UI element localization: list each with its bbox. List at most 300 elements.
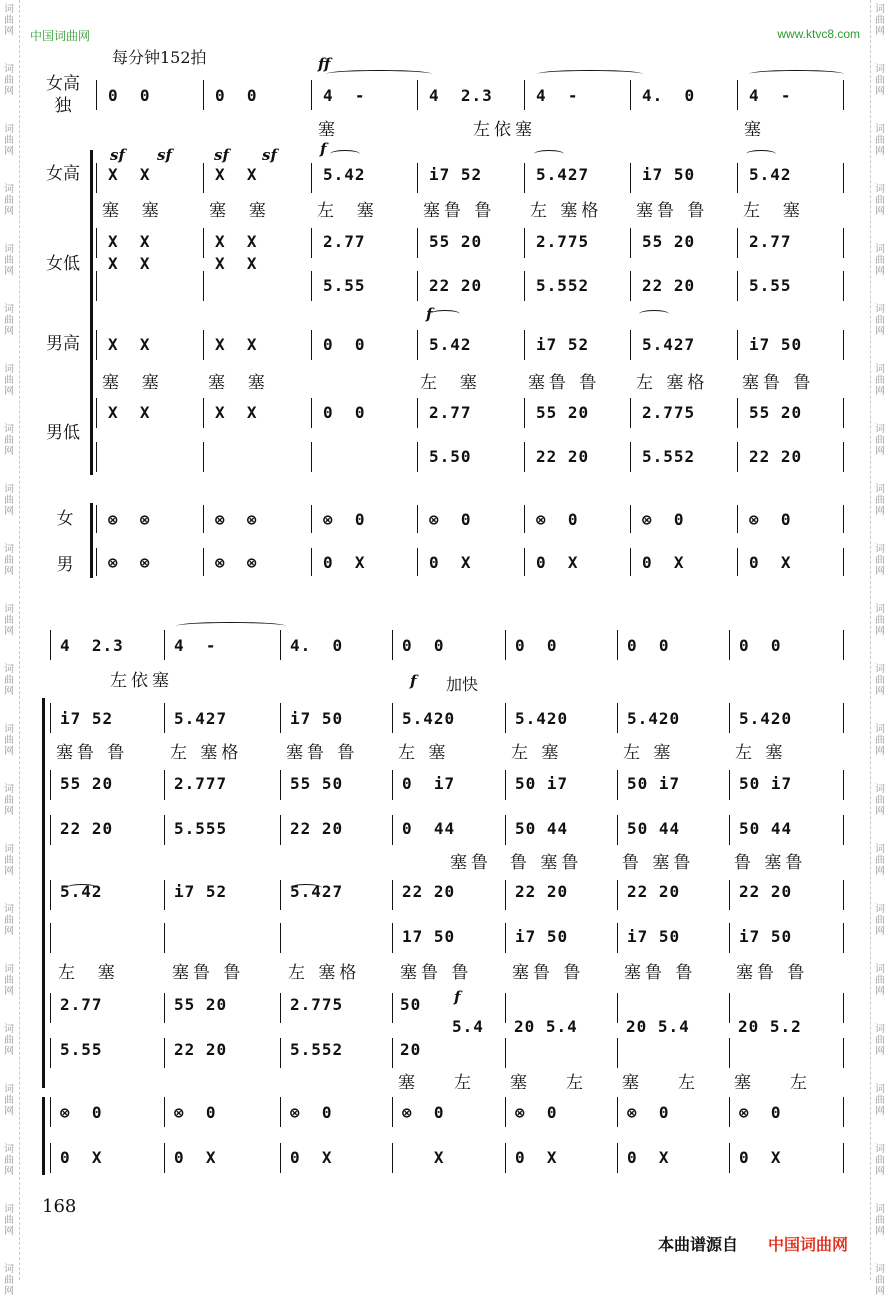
barline bbox=[630, 442, 631, 472]
bass-notes-upper: 0 0 bbox=[323, 403, 366, 422]
barline bbox=[164, 993, 165, 1023]
perc-male-notes: 0 X bbox=[642, 553, 685, 572]
bass-lyrics: 左 bbox=[454, 1073, 475, 1093]
barline bbox=[617, 1097, 618, 1127]
barline bbox=[737, 271, 738, 301]
tempo-change-faster: 加快 bbox=[446, 675, 479, 694]
barline bbox=[630, 548, 631, 576]
alto-notes-lower: 5.55 bbox=[749, 276, 792, 295]
solo-notes: 4 - bbox=[174, 636, 217, 655]
tenor-lyrics: 塞鲁 鲁 bbox=[512, 963, 585, 983]
margin-watermark: 词 曲 网 bbox=[4, 304, 14, 337]
bass-notes-upper: 55 20 bbox=[749, 403, 803, 422]
barline bbox=[737, 330, 738, 360]
perc-male-notes: 0 X bbox=[60, 1148, 103, 1167]
barline bbox=[417, 271, 418, 301]
soprano-notes: 5.427 bbox=[174, 709, 228, 728]
perc-female-notes: ⊗ ⊗ bbox=[215, 510, 258, 529]
tenor-lyrics: 左 塞格 bbox=[636, 373, 709, 393]
barline bbox=[843, 228, 844, 258]
soprano-lyrics: 左 塞格 bbox=[170, 743, 243, 763]
barline bbox=[203, 398, 204, 428]
barline bbox=[843, 163, 844, 193]
bass-notes-upper: 5.4 bbox=[452, 1017, 484, 1036]
alto-notes-lower: X X bbox=[108, 254, 151, 273]
barline bbox=[617, 703, 618, 733]
alto-notes-upper: 55 20 bbox=[642, 232, 696, 251]
alto-lyrics: 鲁 塞鲁 bbox=[734, 853, 807, 873]
tenor-lyrics: 塞 塞 bbox=[208, 373, 269, 393]
barline bbox=[843, 1097, 844, 1127]
soprano-lyrics: 左 塞 bbox=[735, 743, 787, 763]
alto-notes-lower: 5.552 bbox=[536, 276, 590, 295]
perc-male-notes: 0 X bbox=[429, 553, 472, 572]
barline bbox=[505, 1097, 506, 1127]
slur bbox=[290, 884, 322, 892]
barline bbox=[392, 815, 393, 845]
tenor-notes-lower: i7 50 bbox=[627, 927, 681, 946]
barline bbox=[843, 770, 844, 800]
tenor-lyrics: 塞鲁 鲁 bbox=[172, 963, 245, 983]
barline bbox=[524, 271, 525, 301]
solo-lyrics: 塞 bbox=[744, 120, 765, 140]
barline bbox=[630, 330, 631, 360]
tenor-notes: 0 0 bbox=[323, 335, 366, 354]
margin-watermark: 词 曲 网 bbox=[875, 724, 885, 757]
margin-watermark: 词 曲 网 bbox=[875, 424, 885, 457]
barline bbox=[50, 923, 51, 953]
barline bbox=[203, 548, 204, 576]
soprano-lyrics: 左 塞格 bbox=[530, 201, 603, 221]
part-label-perc-male: 男 bbox=[56, 555, 74, 575]
slur bbox=[430, 310, 460, 318]
margin-watermark: 词 曲 网 bbox=[4, 1084, 14, 1117]
barline bbox=[392, 630, 393, 660]
barline bbox=[311, 505, 312, 533]
margin-watermark: 词 曲 网 bbox=[4, 484, 14, 517]
margin-watermark: 词 曲 网 bbox=[875, 364, 885, 397]
perc-female-notes: ⊗ 0 bbox=[642, 510, 685, 529]
bass-notes-lower: 22 20 bbox=[174, 1040, 228, 1059]
alto-notes-upper: 50 i7 bbox=[627, 774, 681, 793]
soprano-notes: 5.42 bbox=[749, 165, 792, 184]
soprano-lyrics: 左 塞 bbox=[511, 743, 563, 763]
perc-female-notes: ⊗ 0 bbox=[60, 1103, 103, 1122]
perc-male-notes: 0 X bbox=[323, 553, 366, 572]
alto-lyrics: 鲁 塞鲁 bbox=[510, 853, 583, 873]
margin-watermark: 词 曲 网 bbox=[4, 1024, 14, 1057]
barline bbox=[417, 398, 418, 428]
margin-watermark: 词 曲 网 bbox=[875, 544, 885, 577]
barline bbox=[311, 228, 312, 258]
barline bbox=[737, 228, 738, 258]
part-label-solo: 女高 独 bbox=[46, 74, 80, 116]
barline bbox=[164, 1038, 165, 1068]
barline bbox=[630, 271, 631, 301]
choir-bracket-1 bbox=[90, 150, 93, 475]
bass-notes-upper: 55 20 bbox=[536, 403, 590, 422]
margin-watermark: 词 曲 网 bbox=[4, 604, 14, 637]
alto-notes-lower: X X bbox=[215, 254, 258, 273]
barline bbox=[617, 923, 618, 953]
barline bbox=[843, 505, 844, 533]
perc-female-notes: ⊗ 0 bbox=[174, 1103, 217, 1122]
barline bbox=[843, 330, 844, 360]
soprano-notes: i7 52 bbox=[429, 165, 483, 184]
soprano-lyrics: 塞 塞 bbox=[102, 201, 163, 221]
barline bbox=[280, 1097, 281, 1127]
perc-male-notes: 0 X bbox=[290, 1148, 333, 1167]
alto-notes-upper: 55 20 bbox=[60, 774, 114, 793]
soprano-notes: 5.420 bbox=[739, 709, 793, 728]
barline bbox=[280, 1143, 281, 1173]
barline bbox=[417, 163, 418, 193]
margin-watermark: 词 曲 网 bbox=[4, 544, 14, 577]
barline bbox=[203, 271, 204, 301]
tenor-lyrics: 塞 塞 bbox=[102, 373, 163, 393]
barline bbox=[729, 703, 730, 733]
barline bbox=[417, 228, 418, 258]
tenor-notes-upper: 5.427 bbox=[290, 882, 344, 901]
perc-male-notes: X bbox=[402, 1148, 445, 1167]
barline bbox=[164, 923, 165, 953]
bass-notes-lower: 5.50 bbox=[429, 447, 472, 466]
bass-notes-lower: 22 20 bbox=[536, 447, 590, 466]
soprano-lyrics: 左 塞 bbox=[623, 743, 675, 763]
barline bbox=[524, 163, 525, 193]
slur bbox=[749, 70, 844, 78]
margin-watermark: 词 曲 网 bbox=[4, 424, 14, 457]
solo-notes: 4 - bbox=[749, 86, 792, 105]
slur bbox=[534, 150, 564, 158]
barline bbox=[617, 993, 618, 1023]
bass-notes-upper: X X bbox=[215, 403, 258, 422]
barline bbox=[617, 815, 618, 845]
solo-notes: 0 0 bbox=[402, 636, 445, 655]
part-label-perc-female: 女 bbox=[56, 509, 74, 529]
bass-lyrics: 左 bbox=[790, 1073, 811, 1093]
alto-notes-lower: 0 44 bbox=[402, 819, 456, 838]
barline bbox=[617, 1143, 618, 1173]
alto-notes-upper: X X bbox=[215, 232, 258, 251]
part-label-soprano: 女高 bbox=[46, 164, 80, 184]
barline bbox=[164, 1097, 165, 1127]
dynamic-f-sop: f bbox=[320, 140, 327, 158]
bass-notes-lower: 5.55 bbox=[60, 1040, 103, 1059]
barline bbox=[311, 330, 312, 360]
slur bbox=[537, 70, 643, 78]
bass-notes-upper: 2.77 bbox=[60, 995, 103, 1014]
dynamic-f-ten: f bbox=[426, 305, 433, 323]
barline bbox=[50, 815, 51, 845]
alto-notes-upper: 55 20 bbox=[429, 232, 483, 251]
perc-female-notes: ⊗ ⊗ bbox=[108, 510, 151, 529]
header-site-url[interactable]: www.ktvc8.com bbox=[777, 27, 860, 41]
soprano-lyrics: 塞 塞 bbox=[209, 201, 270, 221]
perc-male-notes: 0 X bbox=[749, 553, 792, 572]
margin-watermark: 词 曲 网 bbox=[4, 664, 14, 697]
perc-male-notes: ⊗ ⊗ bbox=[108, 553, 151, 572]
barline bbox=[505, 1143, 506, 1173]
barline bbox=[203, 80, 204, 110]
perc-female-notes: ⊗ 0 bbox=[429, 510, 472, 529]
tenor-lyrics: 塞鲁 鲁 bbox=[624, 963, 697, 983]
solo-lyrics: 塞 bbox=[318, 120, 339, 140]
barline bbox=[50, 993, 51, 1023]
soprano-notes: 5.420 bbox=[515, 709, 569, 728]
barline bbox=[96, 505, 97, 533]
solo-notes: 4 2.3 bbox=[429, 86, 493, 105]
tenor-lyrics: 左 塞 bbox=[58, 963, 119, 983]
barline bbox=[50, 1038, 51, 1068]
barline bbox=[96, 442, 97, 472]
tenor-notes: 5.427 bbox=[642, 335, 696, 354]
soprano-notes: 5.42 bbox=[323, 165, 366, 184]
barline bbox=[203, 330, 204, 360]
barline bbox=[843, 703, 844, 733]
barline bbox=[524, 505, 525, 533]
solo-notes: 0 0 bbox=[108, 86, 151, 105]
tenor-notes: 5.42 bbox=[429, 335, 472, 354]
barline bbox=[280, 880, 281, 910]
barline bbox=[729, 770, 730, 800]
soprano-notes: i7 50 bbox=[642, 165, 696, 184]
barline bbox=[524, 228, 525, 258]
alto-notes-lower: 22 20 bbox=[290, 819, 344, 838]
bass-notes-upper: 20 5.4 bbox=[626, 1017, 690, 1036]
bass-lyrics: 塞 bbox=[622, 1073, 643, 1093]
barline bbox=[50, 703, 51, 733]
tenor-notes-lower: i7 50 bbox=[739, 927, 793, 946]
margin-watermark: 词 曲 网 bbox=[875, 1264, 885, 1297]
barline bbox=[96, 330, 97, 360]
barline bbox=[280, 630, 281, 660]
perc-female-notes: ⊗ 0 bbox=[323, 510, 366, 529]
soprano-notes: i7 52 bbox=[60, 709, 114, 728]
margin-watermark: 词 曲 网 bbox=[875, 1204, 885, 1237]
alto-notes-upper: 55 50 bbox=[290, 774, 344, 793]
dynamic-sf-4: sf bbox=[262, 146, 277, 164]
bass-notes-upper: 55 20 bbox=[174, 995, 228, 1014]
bass-lyrics: 左 bbox=[566, 1073, 587, 1093]
margin-watermark: 词 曲 网 bbox=[875, 304, 885, 337]
barline bbox=[729, 1097, 730, 1127]
margin-watermark: 词 曲 网 bbox=[4, 1264, 14, 1297]
barline bbox=[164, 770, 165, 800]
choir-bracket-2 bbox=[42, 698, 45, 1088]
tenor-lyrics: 塞鲁 鲁 bbox=[736, 963, 809, 983]
barline bbox=[524, 398, 525, 428]
soprano-notes: 5.427 bbox=[536, 165, 590, 184]
barline bbox=[203, 505, 204, 533]
tenor-lyrics: 左 塞 bbox=[420, 373, 481, 393]
barline bbox=[392, 1038, 393, 1068]
barline bbox=[729, 815, 730, 845]
margin-watermark: 词 曲 网 bbox=[4, 724, 14, 757]
perc-female-notes: ⊗ 0 bbox=[536, 510, 579, 529]
margin-watermark: 词 曲 网 bbox=[4, 1204, 14, 1237]
soprano-lyrics: 塞鲁 鲁 bbox=[423, 201, 496, 221]
barline bbox=[417, 330, 418, 360]
alto-notes-upper: 2.775 bbox=[536, 232, 590, 251]
barline bbox=[164, 630, 165, 660]
alto-notes-lower: 50 44 bbox=[739, 819, 793, 838]
solo-notes: 4. 0 bbox=[642, 86, 696, 105]
margin-watermark: 词 曲 网 bbox=[4, 904, 14, 937]
tempo-marking: 每分钟152拍 bbox=[112, 48, 207, 67]
perc-female-notes: ⊗ 0 bbox=[739, 1103, 782, 1122]
barline bbox=[843, 398, 844, 428]
solo-notes: 4 - bbox=[536, 86, 579, 105]
margin-watermark: 词 曲 网 bbox=[4, 64, 14, 97]
bass-notes-lower: 5.552 bbox=[290, 1040, 344, 1059]
solo-notes: 4 2.3 bbox=[60, 636, 124, 655]
perc-male-notes: 0 X bbox=[174, 1148, 217, 1167]
barline bbox=[280, 770, 281, 800]
dynamic-ff: ff bbox=[318, 55, 331, 73]
margin-watermark: 词 曲 网 bbox=[875, 664, 885, 697]
solo-notes: 4 - bbox=[323, 86, 366, 105]
dynamic-f-bass: f bbox=[454, 988, 461, 1006]
barline bbox=[505, 923, 506, 953]
tenor-notes-upper: 22 20 bbox=[402, 882, 456, 901]
tenor-lyrics: 塞鲁 鲁 bbox=[528, 373, 601, 393]
tenor-notes-lower: 17 50 bbox=[402, 927, 456, 946]
barline bbox=[843, 880, 844, 910]
bass-notes-upper: 2.775 bbox=[290, 995, 344, 1014]
margin-watermark: 词 曲 网 bbox=[875, 904, 885, 937]
margin-watermark: 词 曲 网 bbox=[4, 4, 14, 37]
barline bbox=[392, 993, 393, 1023]
barline bbox=[392, 923, 393, 953]
margin-watermark: 词 曲 网 bbox=[875, 4, 885, 37]
barline bbox=[280, 993, 281, 1023]
alto-notes-lower: 22 20 bbox=[642, 276, 696, 295]
alto-notes-lower: 5.555 bbox=[174, 819, 228, 838]
barline bbox=[50, 880, 51, 910]
barline bbox=[505, 880, 506, 910]
solo-notes: 4. 0 bbox=[290, 636, 344, 655]
barline bbox=[737, 505, 738, 533]
barline bbox=[524, 330, 525, 360]
bass-notes-lower: 20 bbox=[400, 1040, 422, 1059]
tenor-notes: X X bbox=[108, 335, 151, 354]
slur bbox=[326, 70, 432, 78]
barline bbox=[164, 880, 165, 910]
barline bbox=[843, 993, 844, 1023]
bass-notes-lower: 22 20 bbox=[749, 447, 803, 466]
solo-notes: 0 0 bbox=[627, 636, 670, 655]
header-site-left[interactable]: 中国词曲网 bbox=[30, 29, 91, 43]
bass-notes-upper: 20 5.4 bbox=[514, 1017, 578, 1036]
barline bbox=[843, 630, 844, 660]
barline bbox=[524, 442, 525, 472]
barline bbox=[737, 163, 738, 193]
soprano-lyrics: 左 塞 bbox=[398, 743, 450, 763]
solo-notes: 0 0 bbox=[215, 86, 258, 105]
barline bbox=[50, 1097, 51, 1127]
barline bbox=[843, 923, 844, 953]
barline bbox=[164, 815, 165, 845]
tenor-notes-lower: i7 50 bbox=[515, 927, 569, 946]
part-label-tenor: 男高 bbox=[46, 334, 80, 354]
margin-watermark: 词 曲 网 bbox=[875, 1084, 885, 1117]
bass-lyrics: 塞 bbox=[510, 1073, 531, 1093]
barline bbox=[392, 1097, 393, 1127]
barline bbox=[417, 505, 418, 533]
tenor-notes: i7 50 bbox=[749, 335, 803, 354]
solo-lyrics: 左依塞 bbox=[110, 671, 173, 691]
margin-watermark: 词 曲 网 bbox=[875, 1024, 885, 1057]
bass-lyrics: 左 bbox=[678, 1073, 699, 1093]
barline bbox=[50, 630, 51, 660]
barline bbox=[392, 703, 393, 733]
bass-notes-upper: 20 5.2 bbox=[738, 1017, 802, 1036]
dynamic-sf-1: sf bbox=[110, 146, 125, 164]
barline bbox=[203, 442, 204, 472]
alto-notes-upper: X X bbox=[108, 232, 151, 251]
soprano-notes: 5.420 bbox=[627, 709, 681, 728]
soprano-lyrics: 塞鲁 鲁 bbox=[636, 201, 709, 221]
barline bbox=[843, 1038, 844, 1068]
barline bbox=[737, 442, 738, 472]
tenor-notes-upper: 22 20 bbox=[515, 882, 569, 901]
perc-male-notes: 0 X bbox=[536, 553, 579, 572]
soprano-lyrics: 左 塞 bbox=[743, 201, 804, 221]
perc-male-notes: 0 X bbox=[515, 1148, 558, 1167]
slur bbox=[176, 622, 286, 630]
barline bbox=[96, 80, 97, 110]
slur bbox=[746, 150, 776, 158]
dynamic-sf-2: sf bbox=[157, 146, 172, 164]
soprano-lyrics: 左 塞 bbox=[317, 201, 378, 221]
barline bbox=[505, 630, 506, 660]
barline bbox=[96, 398, 97, 428]
barline bbox=[417, 548, 418, 576]
perc-female-notes: ⊗ 0 bbox=[402, 1103, 445, 1122]
footer-site-link[interactable]: 中国词曲网 bbox=[768, 1235, 849, 1254]
barline bbox=[417, 442, 418, 472]
barline bbox=[630, 398, 631, 428]
barline bbox=[203, 228, 204, 258]
margin-watermark: 词 曲 网 bbox=[4, 844, 14, 877]
barline bbox=[729, 993, 730, 1023]
barline bbox=[843, 80, 844, 110]
bass-lyrics: 塞 bbox=[398, 1073, 419, 1093]
dynamic-sf-3: sf bbox=[214, 146, 229, 164]
bass-notes-upper: 50 bbox=[400, 995, 422, 1014]
barline bbox=[524, 548, 525, 576]
barline bbox=[50, 770, 51, 800]
barline bbox=[96, 271, 97, 301]
perc-male-notes: 0 X bbox=[627, 1148, 670, 1167]
margin-watermark: 词 曲 网 bbox=[875, 1144, 885, 1177]
soprano-notes: i7 50 bbox=[290, 709, 344, 728]
perc-bracket-1 bbox=[90, 503, 93, 578]
barline bbox=[311, 271, 312, 301]
part-label-alto: 女低 bbox=[46, 254, 80, 274]
margin-watermark: 词 曲 网 bbox=[875, 844, 885, 877]
barline bbox=[392, 1143, 393, 1173]
soprano-lyrics: 塞鲁 鲁 bbox=[56, 743, 129, 763]
barline bbox=[311, 548, 312, 576]
alto-notes-lower: 50 44 bbox=[515, 819, 569, 838]
slur bbox=[330, 150, 360, 158]
perc-female-notes: ⊗ 0 bbox=[627, 1103, 670, 1122]
barline bbox=[96, 548, 97, 576]
barline bbox=[729, 1038, 730, 1068]
barline bbox=[617, 770, 618, 800]
